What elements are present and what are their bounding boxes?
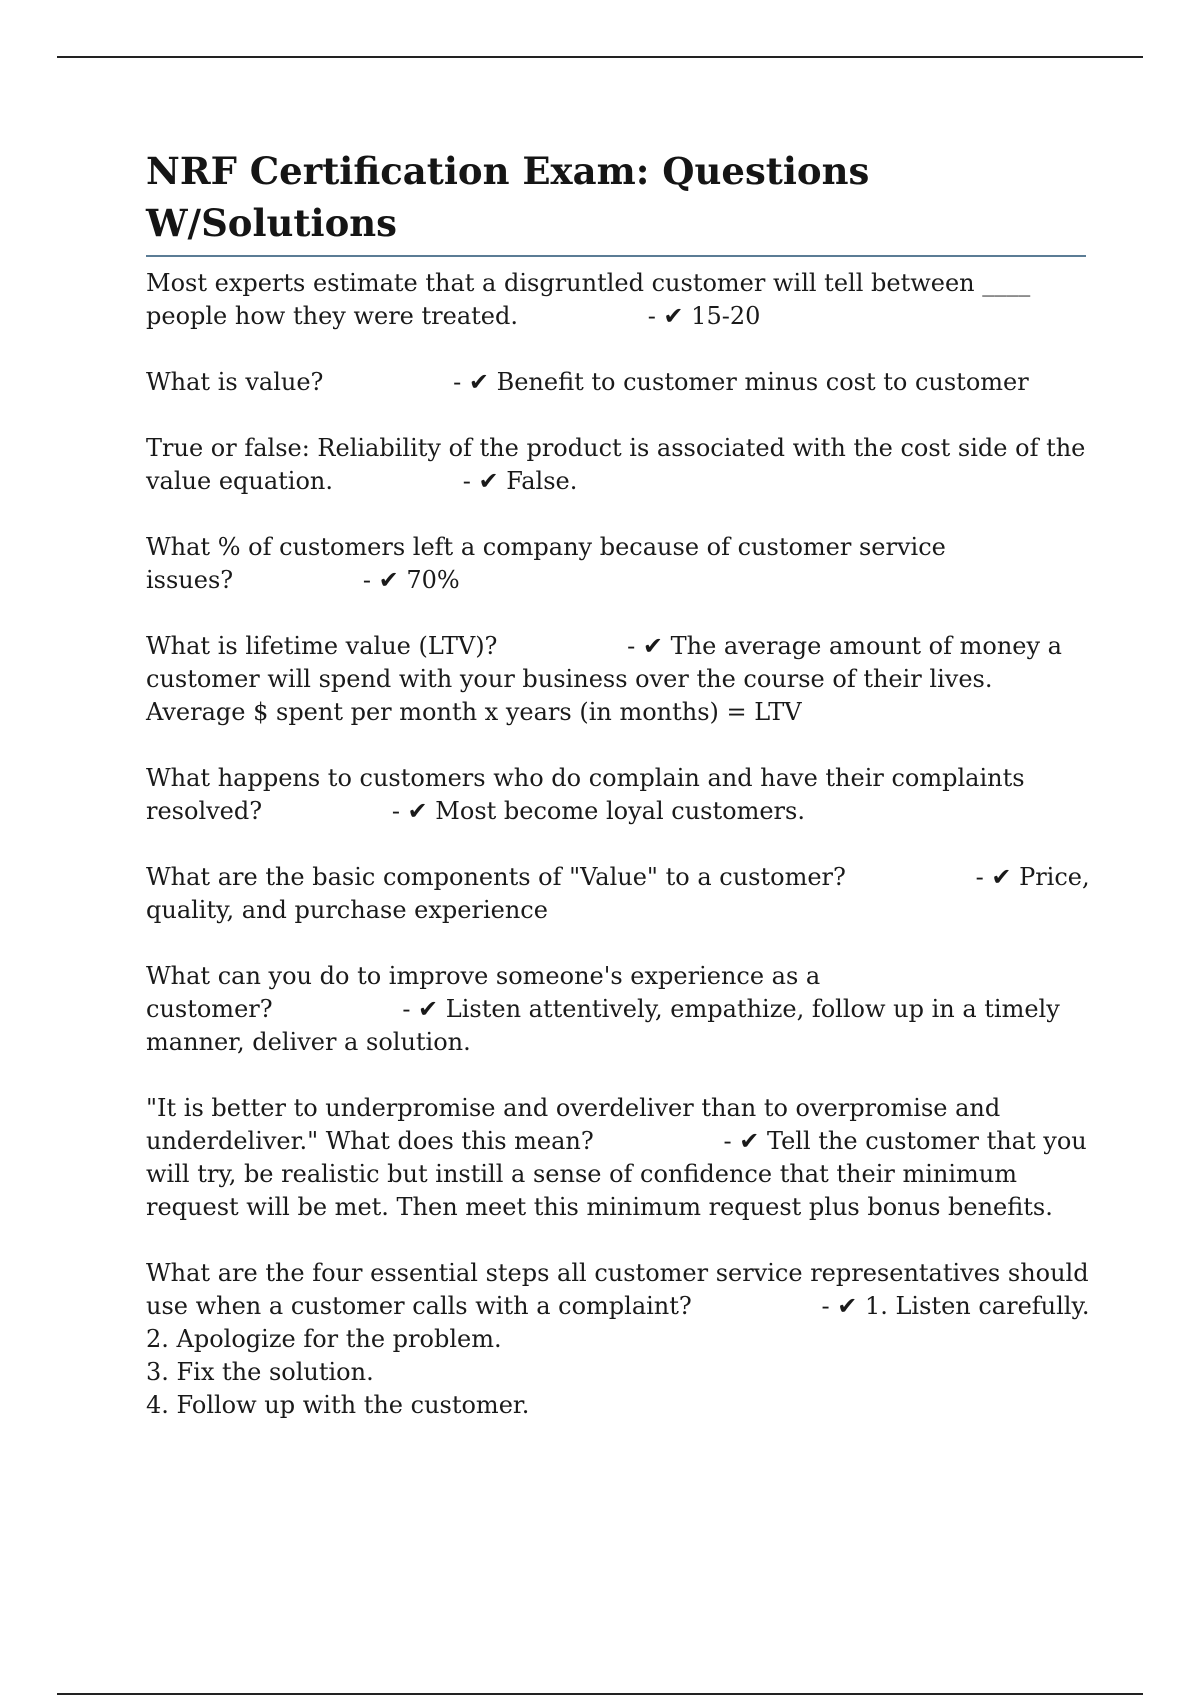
question-text: True or false: Reliability of the product is associated with the cost side of the value equation. (146, 434, 1094, 495)
answer-text: Price, quality, and purchase experience (146, 863, 1098, 924)
check-icon: - ✔ (647, 302, 692, 330)
answer-extra-line: 3. Fix the solution. (146, 1358, 374, 1386)
answer-text: Most become loyal customers. (435, 797, 805, 825)
qa-item (146, 432, 1094, 498)
question-text: What are the basic components of "Value" to a customer? (146, 863, 846, 891)
answer-text: Listen attentively, empathize, follow up in a timely manner, deliver a solution. (146, 995, 1068, 1056)
check-icon: - ✔ (821, 1292, 865, 1320)
page-title: NRF Certification Exam: Questions W/Solutions (146, 145, 1086, 257)
answer-text: 1. Listen carefully. (864, 1292, 1090, 1320)
check-icon: - ✔ (462, 467, 507, 495)
check-icon: - ✔ (627, 632, 671, 660)
answer-text: The average amount of money a customer will spend with your business over the course of their lives. (146, 632, 1070, 693)
answer-text: False. (506, 467, 578, 495)
answer-extra-line: 4. Follow up with the customer. (146, 1391, 530, 1419)
qa-item (146, 531, 1091, 597)
answer-text: Tell the customer that you will try, be realistic but instill a sense of confidence that their minimum request will be met. Then meet this minimum request plus bonus benefits. (146, 1127, 1095, 1221)
question-text: What happens to customers who do complain and have their complaints resolved? (146, 764, 1033, 825)
qa-item (146, 762, 1091, 828)
answer-text: 70% (406, 566, 460, 594)
question-text: What is lifetime value (LTV)? (146, 632, 498, 660)
qa-item (146, 267, 1091, 333)
qa-list (146, 267, 1098, 1455)
check-icon: - ✔ (362, 566, 407, 594)
question-text: Most experts estimate that a disgruntled customer will tell between ____ people how they were treated. (146, 269, 1038, 330)
top-rule (57, 56, 1143, 58)
check-icon: - ✔ (391, 797, 436, 825)
question-text: What can you do to improve someone's experience as a customer? (146, 962, 828, 1023)
answer-extra-line: 2. Apologize for the problem. (146, 1325, 502, 1353)
check-icon: - ✔ (975, 863, 1020, 891)
check-icon: - ✔ (402, 995, 446, 1023)
check-icon: - ✔ (723, 1127, 767, 1155)
answer-text: Benefit to customer minus cost to customer (496, 368, 1029, 396)
qa-item (146, 366, 1091, 399)
qa-item (146, 1257, 1097, 1422)
question-text: What are the four essential steps all customer service representatives should use when a customer calls with a complaint? (146, 1259, 1097, 1320)
question-text: What is value? (146, 368, 324, 396)
qa-item (146, 630, 1091, 729)
answer-extra-line: Average $ spent per month x years (in months) = LTV (146, 698, 802, 726)
qa-item (146, 960, 1091, 1059)
answer-text: 15-20 (691, 302, 761, 330)
check-icon: - ✔ (453, 368, 497, 396)
bottom-rule (57, 1693, 1143, 1695)
qa-item (146, 861, 1098, 927)
qa-item (146, 1092, 1095, 1224)
question-text: "It is better to underpromise and overdeliver than to overpromise and underdeliver." What does this mean? (146, 1094, 1008, 1155)
question-text: What % of customers left a company because of customer service issues? (146, 533, 954, 594)
